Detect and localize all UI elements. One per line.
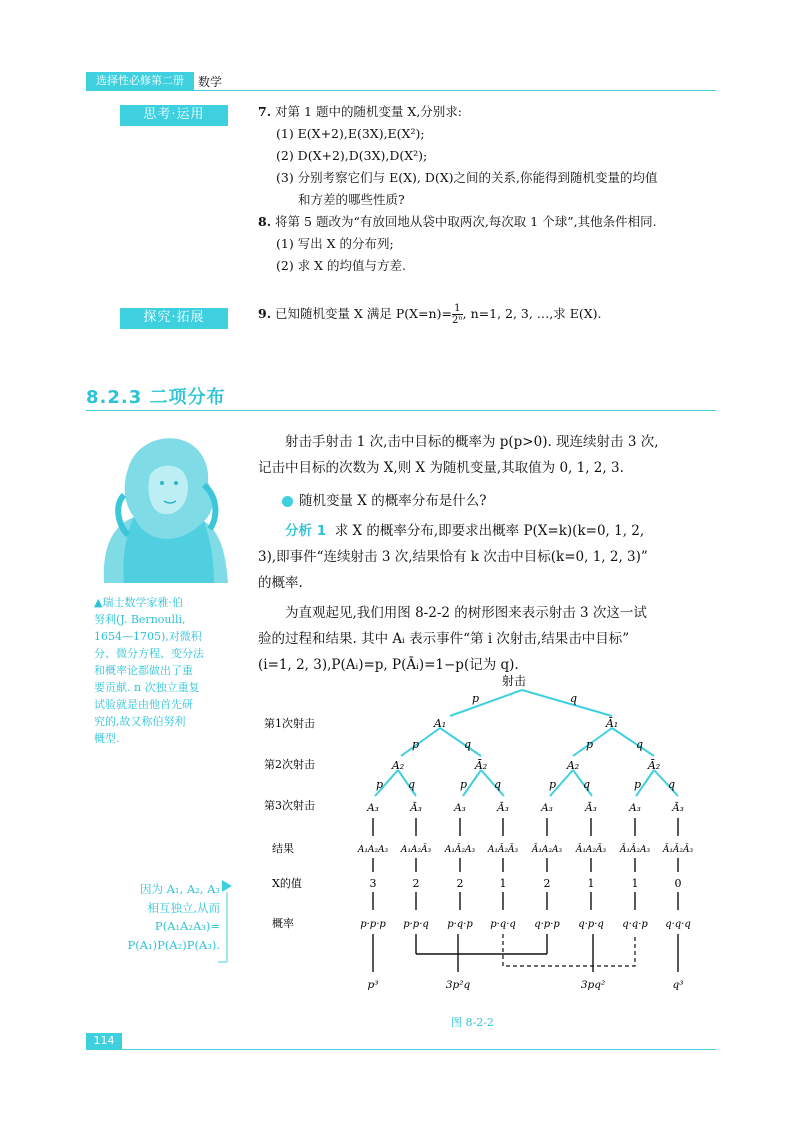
section-title: 8.2.3 二项分布: [86, 387, 226, 408]
book-tag: 选择性必修第二册: [86, 72, 194, 90]
branch-q: q: [464, 738, 472, 751]
x-value: 2: [412, 877, 420, 890]
result-label: A₁Ā₂Ā₃: [487, 845, 519, 855]
node-label: Ā₃: [585, 802, 597, 814]
row-label: 概率: [272, 917, 294, 930]
branch-p: p: [376, 778, 384, 791]
branch-p: p: [412, 738, 420, 751]
branch-q: q: [494, 778, 502, 791]
prob-label: p·p·q: [403, 919, 429, 930]
explore-extend-label: 探究·拓展: [120, 308, 228, 328]
footer-rule: [86, 1049, 716, 1050]
total-label: 3p²q: [445, 979, 471, 991]
q7-item-3: (3) 分别考察它们与 E(X), D(X)之间的关系,你能得到随机变量的均值: [276, 170, 658, 185]
branch-p: p: [472, 692, 480, 705]
result-label: Ā₁Ā₂Ā₃: [662, 845, 694, 855]
prob-label: q·q·p: [622, 919, 648, 930]
question-7: 7. 对第 1 题中的随机变量 X,分别求:: [258, 104, 463, 119]
q7-item-1: (1) E(X+2),E(3X),E(X²);: [276, 126, 425, 141]
outcome-lines: [373, 818, 678, 972]
node-label: Ā₃: [497, 802, 509, 814]
branch-p: p: [460, 778, 468, 791]
q8-item-2: (2) 求 X 的均值与方差.: [276, 258, 406, 273]
node-label: A₃: [629, 802, 641, 814]
total-label: p³: [367, 979, 379, 991]
x-value: 2: [456, 877, 464, 890]
total-label: 3pq²: [580, 979, 606, 991]
prob-label: q·p·q: [578, 919, 604, 930]
root-label: 射击: [501, 674, 527, 688]
prob-label: p·p·p: [360, 919, 386, 930]
node-label: Ā₂: [647, 759, 661, 772]
node-label: A₃: [541, 802, 553, 814]
row-label: 结果: [272, 842, 294, 855]
node-label: Ā₂: [474, 759, 488, 772]
tree-intro-paragraph: 为直观起见,我们用图 8-2-2 的树形图来表示射击 3 次这一试 验的过程和结果. 其中 Aᵢ 表示事件“第 i 次射击,结果击中目标” (i=1, 2, 3),P(Aᵢ)=p, P(Āᵢ)=1−p(记为 q).: [258, 605, 647, 673]
x-value: 3: [369, 877, 377, 890]
x-value: 1: [587, 877, 595, 890]
divider: [120, 328, 228, 329]
think-apply-label: 思考·运用: [120, 105, 228, 125]
header-rule: [86, 90, 716, 91]
independence-note: 因为 A₁, A₂, A₃ 相互独立,从而 P(A₁A₂A₃)= P(A₁)P(A₂)P(A₃).: [127, 882, 220, 952]
total-label: q³: [672, 979, 684, 991]
branch-q: q: [570, 692, 578, 705]
page-number: 114: [86, 1033, 122, 1049]
q8-item-1: (1) 写出 X 的分布列;: [276, 236, 394, 251]
q7-item-2: (2) D(X+2),D(3X),D(X²);: [276, 148, 428, 163]
branch-q: q: [408, 778, 416, 791]
x-value: 1: [499, 877, 507, 890]
node-label: A₂: [566, 759, 580, 772]
branch-q: q: [668, 778, 676, 791]
result-label: Ā₁A₂A₃: [531, 845, 563, 855]
x-value: 0: [674, 877, 682, 890]
node-label: A₃: [367, 802, 379, 814]
node-label: Ā₁: [605, 717, 619, 730]
prob-label: q·q·q: [665, 919, 691, 930]
result-label: A₁Ā₂A₃: [444, 845, 476, 855]
node-label: A₃: [454, 802, 466, 814]
result-label: Ā₁Ā₂A₃: [619, 845, 651, 855]
branch-q: q: [636, 738, 644, 751]
x-value: 2: [543, 877, 551, 890]
dashed-connector: [503, 934, 635, 966]
bernoulli-portrait: [94, 425, 228, 583]
branch-p: p: [634, 778, 642, 791]
q7-item-3-cont: 和方差的哪些性质?: [298, 192, 405, 207]
bullet-dot-icon: [282, 496, 293, 507]
result-label: A₁A₂Ā₃: [400, 845, 432, 855]
branch-q: q: [583, 778, 591, 791]
question-9: 9. 已知随机变量 X 满足 P(X=n)= $\frac{1}{\text{2ⁿ}}$ , n=1, 2, 3, …,求 E(X).: [258, 303, 602, 326]
row-label: 第2次射击: [264, 758, 315, 771]
probability-tree: [258, 672, 718, 1012]
divider: [120, 125, 228, 126]
row-label: 第1次射击: [264, 717, 315, 730]
analysis-paragraph: 分析 1 求 X 的概率分布,即要求出概率 P(X=k)(k=0, 1, 2, 3),即事件“连续射击 3 次,结果恰有 k 次击中目标(k=0, 1, 2, 3)” 的概率.: [258, 523, 648, 591]
node-label: A₁: [433, 717, 447, 730]
node-label: Ā₃: [410, 802, 422, 814]
tree-branches: [375, 690, 678, 796]
node-label: Ā₃: [672, 802, 684, 814]
x-value: 1: [631, 877, 639, 890]
branch-p: p: [549, 778, 557, 791]
prob-label: p·q·q: [490, 919, 516, 930]
question-8: 8. 将第 5 题改为“有放回地从袋中取两次,每次取 1 个球”,其他条件相同.: [258, 214, 657, 229]
intro-paragraph: 射击手射击 1 次,击中目标的概率为 p(p>0). 现连续射击 3 次, 记击中目标的次数为 X,则 X 为随机变量,其取值为 0, 1, 2, 3.: [258, 434, 659, 476]
result-label: Ā₁A₂Ā₃: [575, 845, 607, 855]
node-label: A₂: [391, 759, 405, 772]
row-label: 第3次射击: [264, 799, 315, 812]
branch-p: p: [586, 738, 594, 751]
figure-caption: 图 8-2-2: [451, 1016, 494, 1029]
result-label: A₁A₂A₃: [357, 845, 389, 855]
portrait-caption: ▲瑞士数学家雅·伯 努利(J. Bernoulli, 1654—1705),对微积 分、微分方程、变分法 和概率论都做出了重 要贡献. n 次独立重复 试验就是由他首先研 究的,故又称伯努利 概型.: [94, 596, 204, 745]
key-question: 随机变量 X 的概率分布是什么?: [282, 488, 486, 514]
note-bracket: [218, 878, 234, 966]
subject-label: 数学: [198, 75, 223, 89]
prob-label: p·q·p: [447, 919, 473, 930]
prob-label: q·p·p: [534, 919, 560, 930]
section-rule: [86, 410, 716, 411]
row-label: X的值: [272, 877, 302, 890]
